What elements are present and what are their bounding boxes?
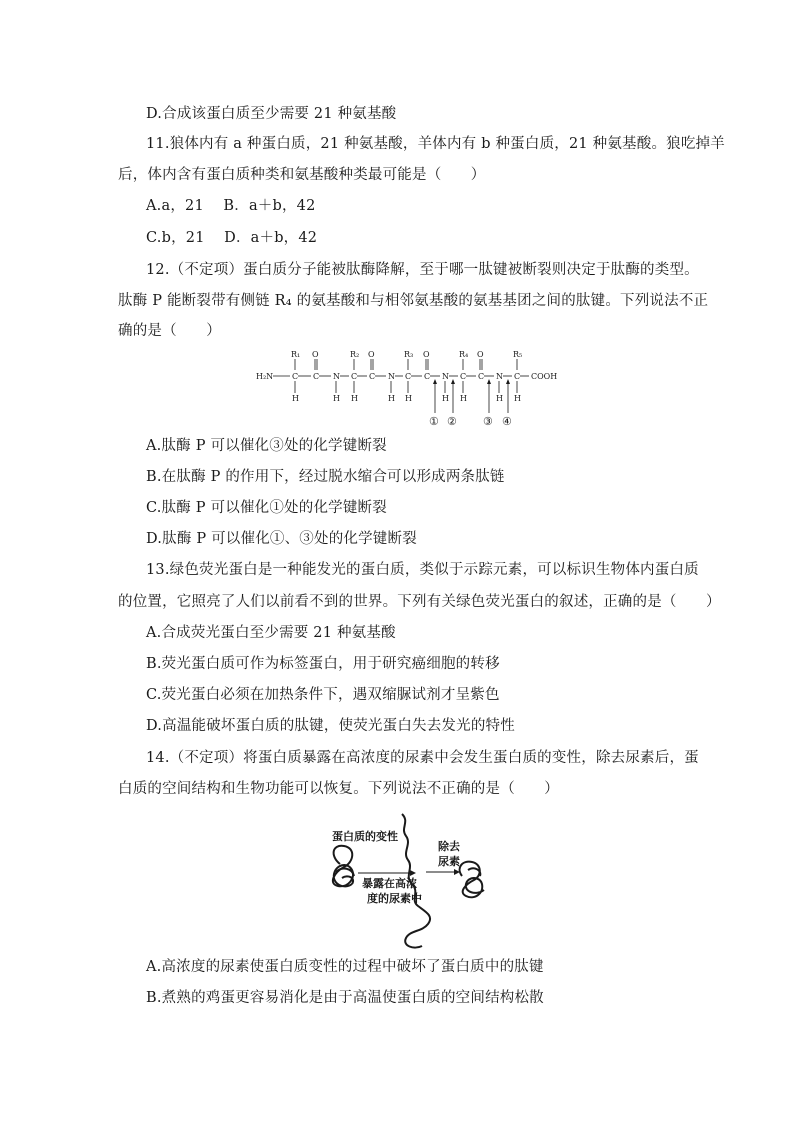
amide-nitrogen-2: N: [388, 372, 395, 381]
alpha-carbon-4: C: [460, 372, 467, 381]
c-terminus: COOH: [531, 372, 558, 381]
carbonyl-carbon-1: C: [313, 372, 320, 381]
r1-label: R₁: [291, 350, 301, 359]
marker-1: ①: [429, 415, 439, 428]
r4-label: R₄: [459, 350, 469, 359]
expose-urea-label-1: 暴露在高浓: [362, 877, 417, 890]
folded-protein-left: [333, 846, 354, 887]
h-amide-2: H: [388, 394, 395, 403]
remove-urea-label-2: 尿素: [438, 855, 460, 868]
carbonyl-o-2: O: [368, 350, 375, 359]
marker-3: ③: [483, 415, 493, 428]
q12-option-a: A.肽酶 P 可以催化③处的化学键断裂: [146, 438, 387, 454]
marker-4: ④: [502, 415, 512, 428]
q13-option-c: C.荧光蛋白必须在加热条件下，遇双缩脲试剂才呈紫色: [146, 687, 500, 703]
q13-stem-line2: 的位置，它照亮了人们以前看不到的世界。下列有关绿色荧光蛋白的叙述，正确的是（ ）: [118, 594, 721, 610]
q12-stem-line2: 肽酶 P 能断裂带有侧链 R₄ 的氨基酸和与相邻氨基酸的氨基基团之间的肽键。下列说法不正: [118, 293, 709, 309]
carbonyl-o-4: O: [477, 350, 484, 359]
q13-stem-line1: 13.绿色荧光蛋白是一种能发光的蛋白质，类似于示踪元素，可以标识生物体内蛋白质: [146, 562, 699, 578]
q10-option-d: D.合成该蛋白质至少需要 21 种氨基酸: [146, 106, 397, 122]
n-terminus: H₂N: [256, 372, 274, 381]
r3-label: R₃: [404, 350, 414, 359]
expose-urea-label-2: 度的尿素中: [367, 892, 422, 905]
carbonyl-o-1: O: [312, 350, 319, 359]
q12-option-b: B.在肽酶 P 的作用下，经过脱水缩合可以形成两条肽链: [146, 469, 505, 485]
protein-denaturation-diagram: [322, 812, 512, 952]
alpha-carbon-5: C: [514, 372, 521, 381]
h-alpha-3: H: [405, 394, 412, 403]
q14-option-b: B.煮熟的鸡蛋更容易消化是由于高温使蛋白质的空间结构松散: [146, 990, 544, 1006]
amide-nitrogen-1: N: [333, 372, 340, 381]
carbonyl-carbon-3: C: [424, 372, 431, 381]
q12-option-d: D.肽酶 P 可以催化①、③处的化学键断裂: [146, 531, 417, 547]
carbonyl-carbon-2: C: [369, 372, 376, 381]
peptide-structure-diagram: [256, 348, 566, 430]
denaturation-label: 蛋白质的变性: [332, 830, 398, 843]
h-amide-1: H: [333, 394, 340, 403]
h-amide-3: H: [442, 394, 449, 403]
alpha-carbon-2: C: [351, 372, 358, 381]
q11-options-ab: A.a，21 B．a＋b，42: [146, 198, 316, 214]
h-alpha-5: H: [514, 394, 521, 403]
q13-option-d: D.高温能破坏蛋白质的肽键，使荧光蛋白失去发光的特性: [146, 718, 515, 734]
q13-option-b: B.荧光蛋白质可作为标签蛋白，用于研究癌细胞的转移: [146, 656, 500, 672]
remove-urea-label-1: 除去: [438, 840, 460, 853]
h-amide-4: H: [496, 394, 503, 403]
q14-option-a: A.高浓度的尿素使蛋白质变性的过程中破坏了蛋白质中的肽键: [146, 959, 544, 975]
q14-stem-line2: 白质的空间结构和生物功能可以恢复。下列说法不正确的是（ ）: [118, 781, 559, 797]
alpha-carbon-3: C: [405, 372, 412, 381]
r2-label: R₂: [350, 350, 360, 359]
amide-nitrogen-3: N: [442, 372, 449, 381]
q11-stem-line1: 11.狼体内有 a 种蛋白质，21 种氨基酸，羊体内有 b 种蛋白质，21 种氨基酸。狼吃掉羊: [146, 136, 725, 152]
h-alpha-4: H: [460, 394, 467, 403]
q12-stem-line1: 12.（不定项）蛋白质分子能被肽酶降解，至于哪一肽键被断裂则决定于肽酶的类型。: [146, 262, 699, 278]
q14-stem-line1: 14.（不定项）将蛋白质暴露在高浓度的尿素中会发生蛋白质的变性，除去尿素后，蛋: [146, 750, 699, 766]
q11-options-cd: C.b，21 D．a＋b，42: [146, 230, 318, 246]
carbonyl-o-3: O: [423, 350, 430, 359]
r5-label: R₅: [513, 350, 523, 359]
h-alpha-1: H: [292, 394, 299, 403]
q13-option-a: A.合成荧光蛋白至少需要 21 种氨基酸: [146, 625, 396, 641]
folded-protein-right: [460, 862, 484, 898]
alpha-carbon-1: C: [292, 372, 299, 381]
q11-stem-line2: 后，体内含有蛋白质种类和氨基酸种类最可能是（ ）: [118, 167, 486, 183]
amide-nitrogen-4: N: [496, 372, 503, 381]
h-alpha-2: H: [351, 394, 358, 403]
q12-stem-line3: 确的是（ ）: [118, 323, 221, 339]
carbonyl-carbon-4: C: [478, 372, 485, 381]
marker-2: ②: [447, 415, 457, 428]
q12-option-c: C.肽酶 P 可以催化①处的化学键断裂: [146, 500, 387, 516]
